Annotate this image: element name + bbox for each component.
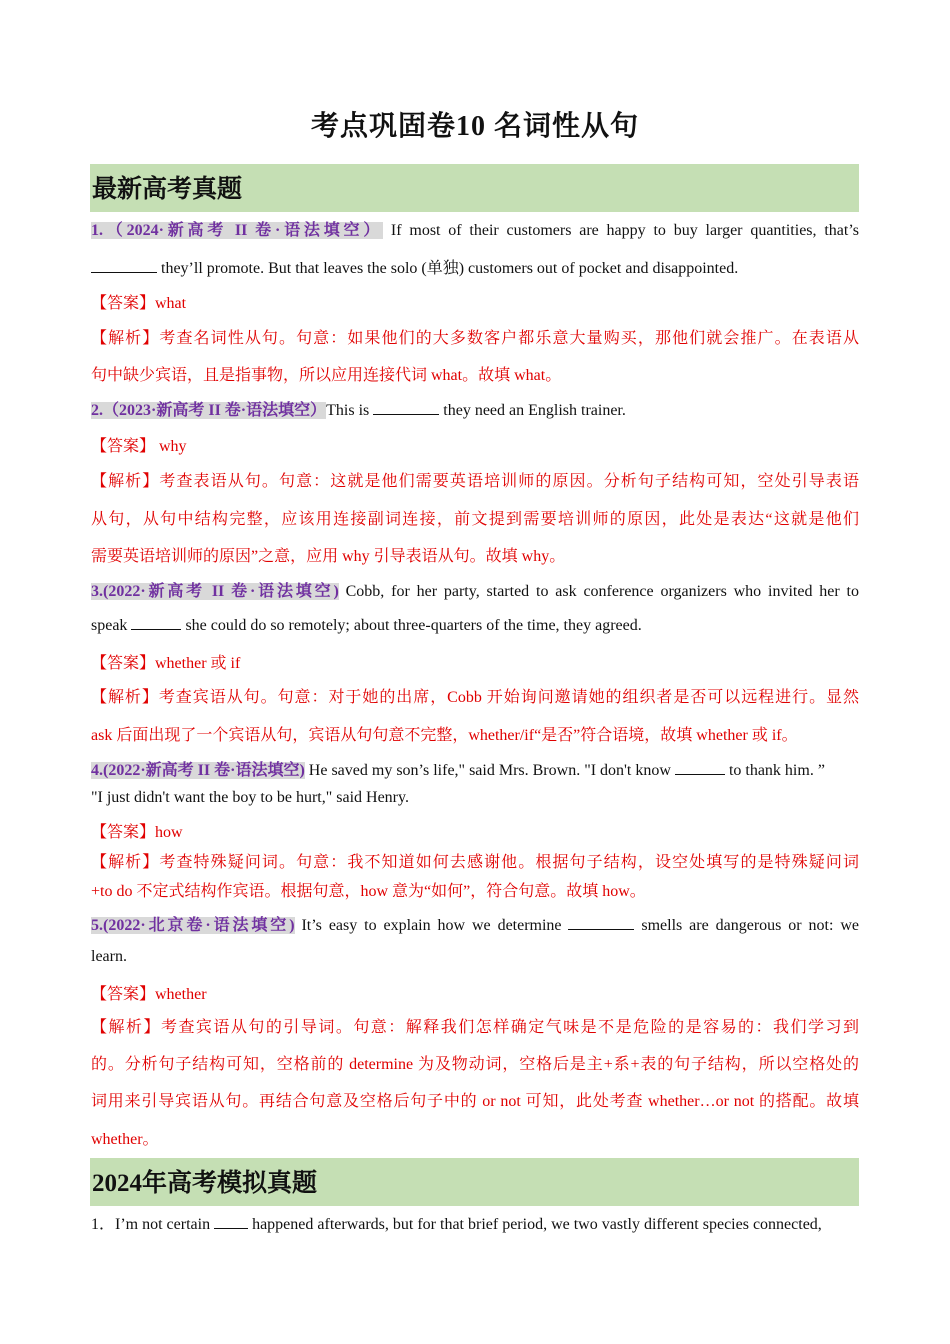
question-3-line-2: speak she could do so remotely; about three-quarters of the time, they agreed. <box>91 617 642 634</box>
question-4-line-2: "I just didn't want the boy to be hurt," said Henry. <box>91 789 409 806</box>
page-title: 考点巩固卷10 名词性从句 <box>310 111 639 142</box>
answer-blank <box>131 615 181 630</box>
question-4-source-tag: 4.(2022·新高考 II 卷·语法填空) <box>91 762 305 779</box>
question-5-analysis-line-2: 的。分析句子结构可知，空格前的 determine 为及物动词，空格后是主+系+表的句子结构，所以空格处的 <box>91 1056 859 1073</box>
question-1-source-tag: 1.（2024·新高考 II 卷·语法填空） <box>91 222 384 239</box>
question-4-analysis-line-1: 【解析】考查特殊疑问词。句意：我不知道如何去感谢他。根据句子结构，设空处填写的是特殊疑问词 <box>91 854 859 871</box>
question-3-analysis-line-1: 【解析】考查宾语从句。句意：对于她的出席，Cobb 开始询问邀请她的组织者是否可以远程进行。显然 <box>91 689 859 706</box>
question-5-source-tag: 5.(2022·北京卷·语法填空) <box>91 917 295 934</box>
question-5-line-2: learn. <box>91 948 127 965</box>
answer-blank <box>91 258 157 273</box>
question-1-line-1: 1.（2024·新高考 II 卷·语法填空） If most of their customers are happy to buy larger quantities, that’s <box>91 222 859 239</box>
question-2-answer: 【答案】 why <box>91 438 187 455</box>
question-4-line-1: 4.(2022·新高考 II 卷·语法填空) He saved my son’s life," said Mrs. Brown. "I don't know to thank him. ” <box>91 762 825 779</box>
question-1-analysis-line-1: 【解析】考查名词性从句。句意：如果他们的大多数客户都乐意大量购买，那他们就会推广。在表语从 <box>91 330 859 347</box>
question-2-analysis-line-1: 【解析】考查表语从句。句意：这就是他们需要英语培训师的原因。分析句子结构可知，空处引导表语 <box>91 473 859 490</box>
question-2-analysis-line-3: 需要英语培训师的原因”之意，应用 why 引导表语从句。故填 why。 <box>91 548 566 565</box>
question-5-line-1: 5.(2022·北京卷·语法填空) It’s easy to explain how we determine smells are dangerous or not: we <box>91 917 859 934</box>
question-2-line-1: 2.（2023·新高考 II 卷·语法填空）This is they need an English trainer. <box>91 402 626 419</box>
answer-blank <box>214 1214 248 1229</box>
section-header-real-exams: 最新高考真题 <box>90 164 859 212</box>
question-4-answer: 【答案】how <box>91 824 183 841</box>
question-3-answer: 【答案】whether 或 if <box>91 655 241 672</box>
answer-blank <box>675 760 725 775</box>
answer-blank <box>568 915 634 930</box>
question-5-answer: 【答案】whether <box>91 986 207 1003</box>
question-5-analysis-line-3: 词用来引导宾语从句。再结合句意及空格后句子中的 or not 可知，此处考查 whether…or not 的搭配。故填 <box>91 1093 859 1110</box>
question-2-source-tag: 2.（2023·新高考 II 卷·语法填空） <box>91 402 327 419</box>
question-1-line-2: they’ll promote. But that leaves the solo (单独) customers out of pocket and disappointed. <box>91 255 859 278</box>
question-3-analysis-line-2: ask 后面出现了一个宾语从句，宾语从句句意不完整，whether/if“是否”符合语境，故填 whether 或 if。 <box>91 727 798 744</box>
section-header-mock-exams: 2024年高考模拟真题 <box>90 1158 859 1206</box>
question-3-source-tag: 3.(2022·新高考 II 卷·语法填空) <box>91 583 339 600</box>
question-5-analysis-line-1: 【解析】考查宾语从句的引导词。句意：解释我们怎样确定气味是不是危险的是容易的：我们学习到 <box>91 1019 859 1036</box>
question-1-answer: 【答案】what <box>91 295 187 312</box>
mock-question-1-line-1: 1．I’m not certain happened afterwards, but for that brief period, we two vastly different species connected, <box>91 1216 822 1233</box>
question-4-analysis-line-2: +to do 不定式结构作宾语。根据句意，how 意为“如何”，符合句意。故填 how。 <box>91 883 646 900</box>
question-1-analysis-line-2: 句中缺少宾语，且是指事物，所以应用连接代词 what。故填 what。 <box>91 367 562 384</box>
question-2-analysis-line-2: 从句，从句中结构完整，应该用连接副词连接，前文提到需要培训师的原因，此处是表达“这就是他们 <box>91 511 859 528</box>
question-3-line-1: 3.(2022·新高考 II 卷·语法填空) Cobb, for her party, started to ask conference organizers who invited her to <box>91 583 859 600</box>
question-5-analysis-line-4: whether。 <box>91 1131 159 1148</box>
answer-blank <box>373 400 439 415</box>
